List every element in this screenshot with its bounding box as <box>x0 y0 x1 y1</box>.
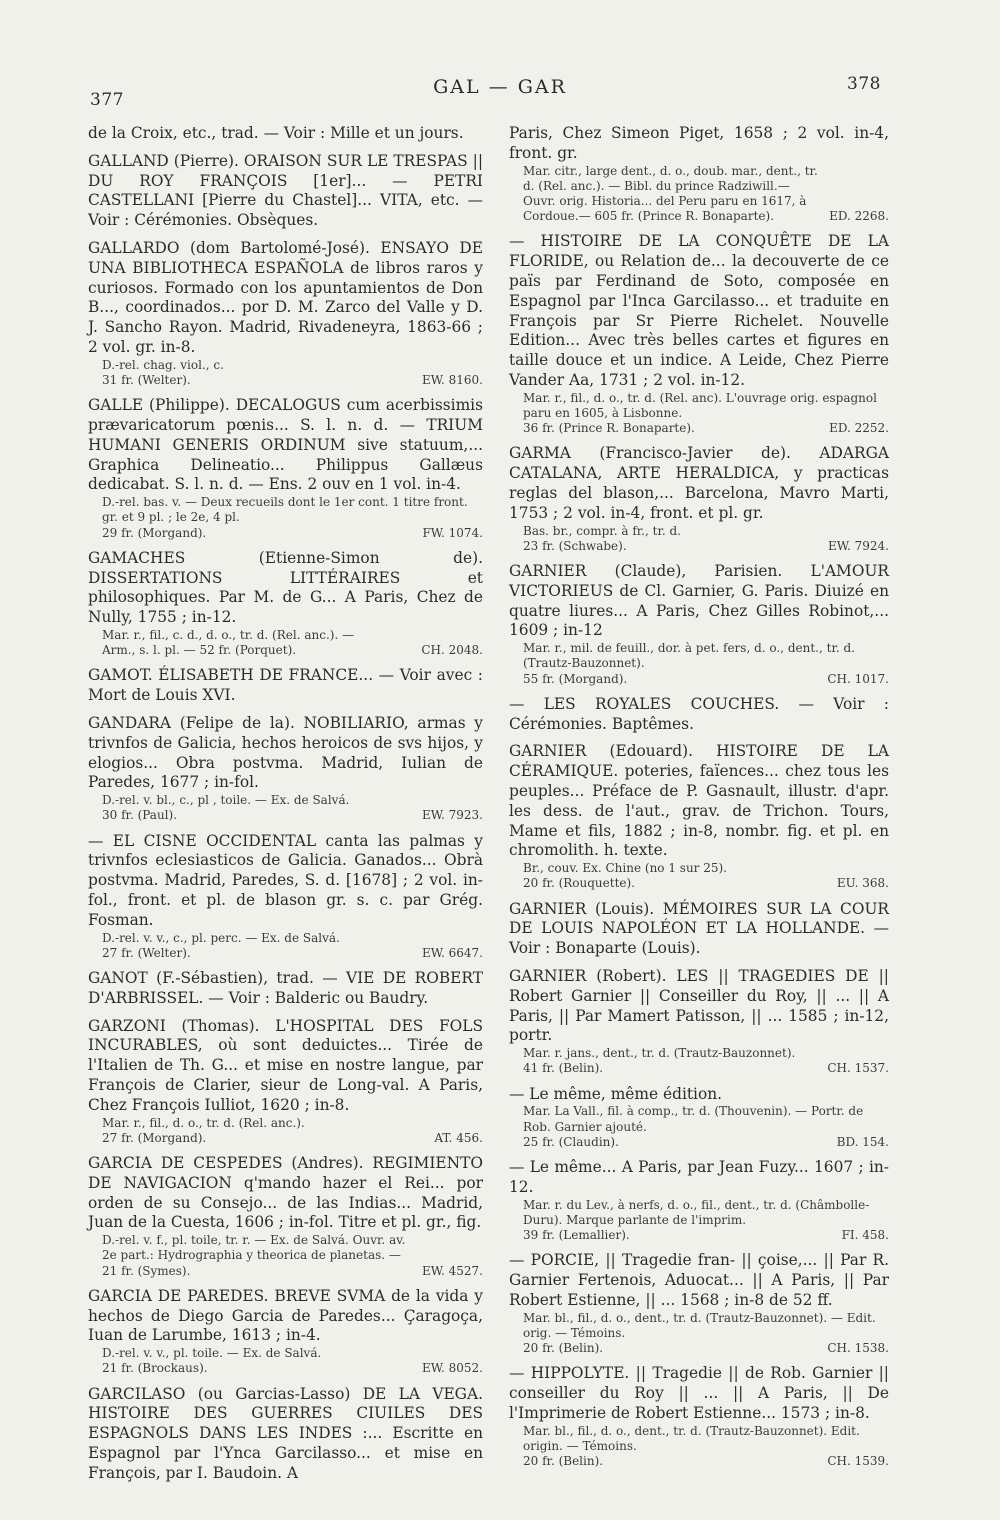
note-text: Mar. r., mil. de feuill., dor. à pet. fers, d. o., dent., tr. d. (Trautz-Bauzonnet). <box>523 641 855 671</box>
sale-reference: CH. 1537. <box>827 1061 889 1076</box>
entry-text: — HISTOIRE DE LA CONQUÊTE DE LA FLORIDE, ou Relation de... la decouverte de ce païs par Ferdinand de Soto, composée en Espagnol par l'Inca Garcilasso... et traduite en François par Sr Pierre Richelet. Nouvelle Edition... Avec très belles cartes et figures en taille douce et un indice. A Leide, Chez Pierre Vander Aa, 1731 ; 2 vol. in-12. <box>509 232 889 389</box>
note-text: 21 fr. (Brockaus). <box>102 1361 208 1376</box>
sale-reference: ED. 2252. <box>829 421 889 436</box>
entry-note <box>102 793 483 808</box>
note-text: Mar. r. jans., dent., tr. d. (Trautz-Bauzonnet). <box>523 1046 796 1061</box>
sale-reference: EW. 7924. <box>828 538 889 553</box>
entry-note <box>102 931 483 946</box>
catalog-entry <box>88 714 483 824</box>
catalog-entry <box>509 232 889 436</box>
entry-text: GARMA (Francisco-Javier de). ADARGA CATALANA, ARTE HERALDICA, y practicas reglas del blason,... Barcelona, Mavro Marti, 1753 ; 2 vol. in-4, front. et pl. gr. <box>509 444 889 522</box>
sale-reference: EW. 8052. <box>422 1361 483 1376</box>
note-text: D.-rel. v. bl., c., pl , toile. — Ex. de Salvá. <box>102 793 350 808</box>
sale-reference: AT. 456. <box>434 1130 483 1145</box>
note-text: 27 fr. (Welter). <box>102 945 191 960</box>
note-text: 20 fr. (Rouquette). <box>523 876 635 891</box>
note-text: Mar. r., fil., d. o., tr. d. (Rel. anc.). <box>102 1115 305 1130</box>
entry-text: — LES ROYALES COUCHES. — Voir : Cérémonies. Baptêmes. <box>509 694 889 733</box>
entry-text: GANOT (F.-Sébastien), trad. — VIE DE ROBERT D'ARBRISSEL. — Voir : Balderic ou Baudry. <box>88 968 483 1007</box>
entry-text: GARNIER (Robert). LES || TRAGEDIES DE || Robert Garnier || Conseiller du Roy, || ... || A Paris, || Par Mamert Patisson, || ... 1585 ; in-12, portr. <box>509 966 889 1045</box>
entry-text: GARNIER (Claude), Parisien. L'AMOUR VICTORIEUS de Cl. Garnier, G. Paris. Diuizé en quatre liures... A Paris, Chez Gilles Robinot,... 1609 ; in-12 <box>509 561 889 640</box>
entry-text: GANDARA (Felipe de la). NOBILIARIO, armas y trivnfos de Galicia, hechos heroicos de svs hijos, y elogios... Obra postvma. Madrid, Iulian de Paredes, 1677 ; in-fol. <box>88 713 483 792</box>
entry-note <box>102 373 483 388</box>
note-text: 27 fr. (Morgand). <box>102 1130 207 1145</box>
running-head: GAL — GAR <box>433 76 567 98</box>
note-text: 31 fr. (Welter). <box>102 372 191 387</box>
entry-note <box>523 1228 889 1243</box>
sale-reference: CH. 1539. <box>827 1453 889 1468</box>
entry-text: — Le même, même édition. <box>509 1084 723 1103</box>
entry-note <box>102 643 483 658</box>
sale-reference: EW. 7923. <box>422 808 483 823</box>
entry-text: — EL CISNE OCCIDENTAL canta las palmas y trivnfos eclesiasticos de Galicia. Ganados... Obrà postvma. Madrid, Paredes, S. d. [1678] ; 2 vol. in-fol., front. et pl. de blason gr. s. c. par Grég. Fosman. <box>88 831 483 929</box>
entry-text: GARCILASO (ou Garcias-Lasso) DE LA VEGA. HISTOIRE DES GUERRES CIUILES DES ESPAGNOLS DANS LES INDES :... Escritte en Espagnol par l'Ynca Garcilasso... et mise en François, par I. Baudoin. A <box>88 1384 483 1482</box>
entry-text: — Le même... A Paris, par Jean Fuzy... 1607 ; in-12. <box>509 1157 889 1196</box>
sale-reference: ED. 2268. <box>829 209 889 224</box>
entry-text: GALLE (Philippe). DECALOGUS cum acerbissimis prævaricatorum pœnis... S. l. n. d. — TRIUM HUMANI GENERIS ORDINUM sive statuum,... Graphica Delineatio... Philippus Gallæus dedicabat. S. l. n. d. — Ens. 2 ouv en 1 vol. in-4. <box>88 396 483 494</box>
catalog-entry <box>88 396 483 541</box>
note-text: 25 fr. (Claudin). <box>523 1134 619 1149</box>
catalog-entry <box>88 239 483 388</box>
entry-note <box>523 672 889 687</box>
sale-reference: FW. 1074. <box>422 525 483 540</box>
catalog-entry <box>88 152 483 231</box>
entry-note <box>523 861 889 876</box>
note-text: 55 fr. (Morgand). <box>523 671 628 686</box>
entry-note <box>523 1198 889 1228</box>
catalog-entry <box>88 969 483 1009</box>
entry-note <box>102 358 483 373</box>
entry-note <box>523 164 889 225</box>
note-text: Mar. r., fil., d. o., tr. d. (Rel. anc). L'ouvrage orig. espagnol paru en 1605, à Lisbonne. <box>523 390 877 420</box>
catalog-entry <box>88 124 483 144</box>
catalog-entry <box>509 900 889 959</box>
entry-text: GARNIER (Edouard). HISTOIRE DE LA CÉRAMIQUE. poteries, faïences... chez tous les peuples... Préface de P. Gasnault, illustr. d'apr. les dess. de l'aut., grav. de Trichon. Tours, Mame et fils, 1882 ; in-8, nombr. fig. et pl. en chromolith. h. texte. <box>509 742 889 860</box>
entry-note <box>523 524 889 539</box>
note-text: 39 fr. (Lemallier). <box>523 1227 630 1242</box>
note-text: 29 fr. (Morgand). <box>102 525 207 540</box>
catalog-entry <box>509 695 889 735</box>
entry-text: — HIPPOLYTE. || Tragedie || de Rob. Garnier || conseiller du Roy || ... || A Paris, || De l'Imprimerie de Robert Estienne... 1573 ; in-8. <box>509 1364 889 1422</box>
entry-note <box>523 1341 889 1356</box>
entry-text: — PORCIE, || Tragedie fran- || çoise,... || Par R. Garnier Fertenois, Aduocat... || A Paris, || Par Robert Estienne, || ... 1568 ; in-8 de 52 ff. <box>509 1251 889 1309</box>
entry-text: GAMACHES (Etienne-Simon de). DISSERTATIONS LITTÉRAIRES et philosophiques. Par M. de G... A Paris, Chez de Nully, 1755 ; in-12. <box>88 548 483 627</box>
catalog-entry <box>88 1017 483 1146</box>
note-text: Mar. bl., fil., d. o., dent., tr. d. (Trautz-Bauzonnet). Edit. origin. — Témoins. <box>523 1423 860 1453</box>
entry-note <box>523 1104 889 1134</box>
note-text: 23 fr. (Schwabe). <box>523 538 627 553</box>
catalog-entry <box>509 742 889 891</box>
entry-note <box>102 526 483 541</box>
entry-note <box>523 1311 889 1341</box>
sale-reference: EU. 368. <box>836 876 889 891</box>
note-text: 20 fr. (Belin). <box>523 1340 604 1355</box>
entry-note <box>102 1346 483 1361</box>
note-text: Arm., s. l. pl. — 52 fr. (Porquet). <box>102 643 297 658</box>
right-column <box>509 124 889 1477</box>
note-text: Mar. r. du Lev., à nerfs, d. o., fil., dent., tr. d. (Châmbolle-Duru). Marque parlante de l'imprim. <box>523 1197 870 1227</box>
entry-note <box>523 421 889 436</box>
note-text: 30 fr. (Paul). <box>102 808 178 823</box>
page-number-right: 378 <box>847 74 881 94</box>
entry-note <box>523 641 889 671</box>
entry-text: GAMOT. ÉLISABETH DE FRANCE... — Voir avec : Mort de Louis XVI. <box>88 666 483 705</box>
catalog-entry <box>88 1154 483 1279</box>
catalog-entry <box>88 832 483 961</box>
note-text: 20 fr. (Belin). <box>523 1453 604 1468</box>
entry-note <box>523 876 889 891</box>
sale-reference: CH. 1017. <box>827 671 889 686</box>
entry-note <box>102 1131 483 1146</box>
entry-text: GALLARDO (dom Bartolomé-José). ENSAYO DE UNA BIBLIOTHECA ESPAÑOLA de libros raros y curiosos. Formado con los apuntamientos de Don B..., coordinados... por D. M. Zarco del Valle y D. J. Sancho Rayon. Madrid, Rivadeneyra, 1863-66 ; 2 vol. gr. in-8. <box>88 238 483 356</box>
note-text: Mar. La Vall., fil. à comp., tr. d. (Thouvenin). — Portr. de Rob. Garnier ajouté. <box>523 1104 864 1134</box>
entry-note <box>523 391 889 421</box>
sale-reference: CH. 2048. <box>421 643 483 658</box>
note-text: D.-rel. bas. v. — Deux recueils dont le 1er cont. 1 titre front. gr. et 9 pl. ; le 2e, 4 pl. <box>102 495 468 525</box>
note-text: 41 fr. (Belin). <box>523 1061 604 1076</box>
entry-text: Paris, Chez Simeon Piget, 1658 ; 2 vol. in-4, front. gr. <box>509 124 889 162</box>
catalog-entry <box>88 666 483 706</box>
left-column <box>88 124 483 1492</box>
entry-note <box>102 1116 483 1131</box>
catalog-entry <box>509 967 889 1077</box>
note-text: D.-rel. v. v., c., pl. perc. — Ex. de Salvá. <box>102 930 340 945</box>
page-number-left: 377 <box>90 90 124 110</box>
sale-reference: EW. 6647. <box>422 945 483 960</box>
note-text: Mar. citr., large dent., d. o., doub. mar., dent., tr. d. (Rel. anc.). — Bibl. du prince Radziwill.— Ouvr. orig. Historia... del Peru paru en 1617, à Cordoue.— 605 fr. (Prince R. Bonaparte). <box>523 163 818 224</box>
entry-note <box>523 1424 889 1454</box>
note-text: D.-rel. v. v., pl. toile. — Ex. de Salvá. <box>102 1346 322 1361</box>
entry-note <box>523 1046 889 1061</box>
note-text: D.-rel. chag. viol., c. <box>102 357 224 372</box>
entry-note <box>523 1061 889 1076</box>
note-text: Mar. r., fil., c. d., d. o., tr. d. (Rel. anc.). — <box>102 627 355 642</box>
note-text: Br., couv. Ex. Chine (no 1 sur 25). <box>523 861 727 876</box>
catalog-entry <box>509 1085 889 1150</box>
catalog-entry <box>509 562 889 687</box>
entry-note <box>102 495 483 525</box>
entry-note <box>102 1361 483 1376</box>
catalog-entry <box>88 1385 483 1484</box>
catalog-entry <box>509 1251 889 1356</box>
entry-note <box>102 946 483 961</box>
sale-reference: EW. 8160. <box>422 372 483 387</box>
entry-text: de la Croix, etc., trad. — Voir : Mille et un jours. <box>88 124 464 142</box>
entry-note <box>102 808 483 823</box>
catalog-entry <box>509 1158 889 1243</box>
catalog-entry <box>88 1287 483 1377</box>
note-text: 36 fr. (Prince R. Bonaparte). <box>523 421 695 436</box>
entry-note <box>102 1233 483 1279</box>
catalog-entry <box>509 124 889 224</box>
sale-reference: EW. 4527. <box>422 1263 483 1278</box>
note-text: D.-rel. v. f., pl. toile, tr. r. — Ex. de Salvá. Ouvr. av. 2e part.: Hydrographia y theorica de planetas. — 21 fr. (Symes). <box>102 1233 406 1278</box>
note-text: Bas. br., compr. à fr., tr. d. <box>523 523 681 538</box>
catalog-entry <box>509 444 889 554</box>
entry-note <box>523 539 889 554</box>
catalog-entry <box>509 1364 889 1469</box>
entry-text: GARZONI (Thomas). L'HOSPITAL DES FOLS INCURABLES, où sont deduictes... Tirée de l'Italien de Th. G... et mise en nostre langue, par François de Clarier, sieur de Long-val. A Paris, Chez François Iulliot, 1620 ; in-8. <box>88 1016 483 1114</box>
note-text: Mar. bl., fil., d. o., dent., tr. d. (Trautz-Bauzonnet). — Edit. orig. — Témoins. <box>523 1310 876 1340</box>
page-header <box>0 74 1000 114</box>
entry-text: GARNIER (Louis). MÉMOIRES SUR LA COUR DE LOUIS NAPOLÉON ET LA HOLLANDE. — Voir : Bonaparte (Louis). <box>509 899 889 958</box>
entry-note <box>523 1454 889 1469</box>
entry-note <box>102 628 483 643</box>
entry-text: GALLAND (Pierre). ORAISON SUR LE TRESPAS || DU ROY FRANÇOIS [1er]... — PETRI CASTELLANI [Pierre du Chastel]... VITA, etc. — Voir : Cérémonies. Obsèques. <box>88 151 483 230</box>
entry-text: GARCIA DE PAREDES. BREVE SVMA de la vida y hechos de Diego Garcia de Paredes... Çaragoça, Iuan de Larumbe, 1613 ; in-4. <box>88 1286 483 1345</box>
entry-note <box>523 1135 889 1150</box>
sale-reference: FI. 458. <box>841 1227 889 1242</box>
sale-reference: CH. 1538. <box>827 1340 889 1355</box>
catalog-entry <box>88 549 483 659</box>
entry-text: GARCIA DE CESPEDES (Andres). REGIMIENTO DE NAVIGACION q'mando hazer el Rei... por orden de su Consejo... de las Indias... Madrid, Juan de la Cuesta, 1606 ; in-fol. Titre et pl. gr., fig. <box>88 1153 483 1232</box>
sale-reference: BD. 154. <box>836 1134 889 1149</box>
